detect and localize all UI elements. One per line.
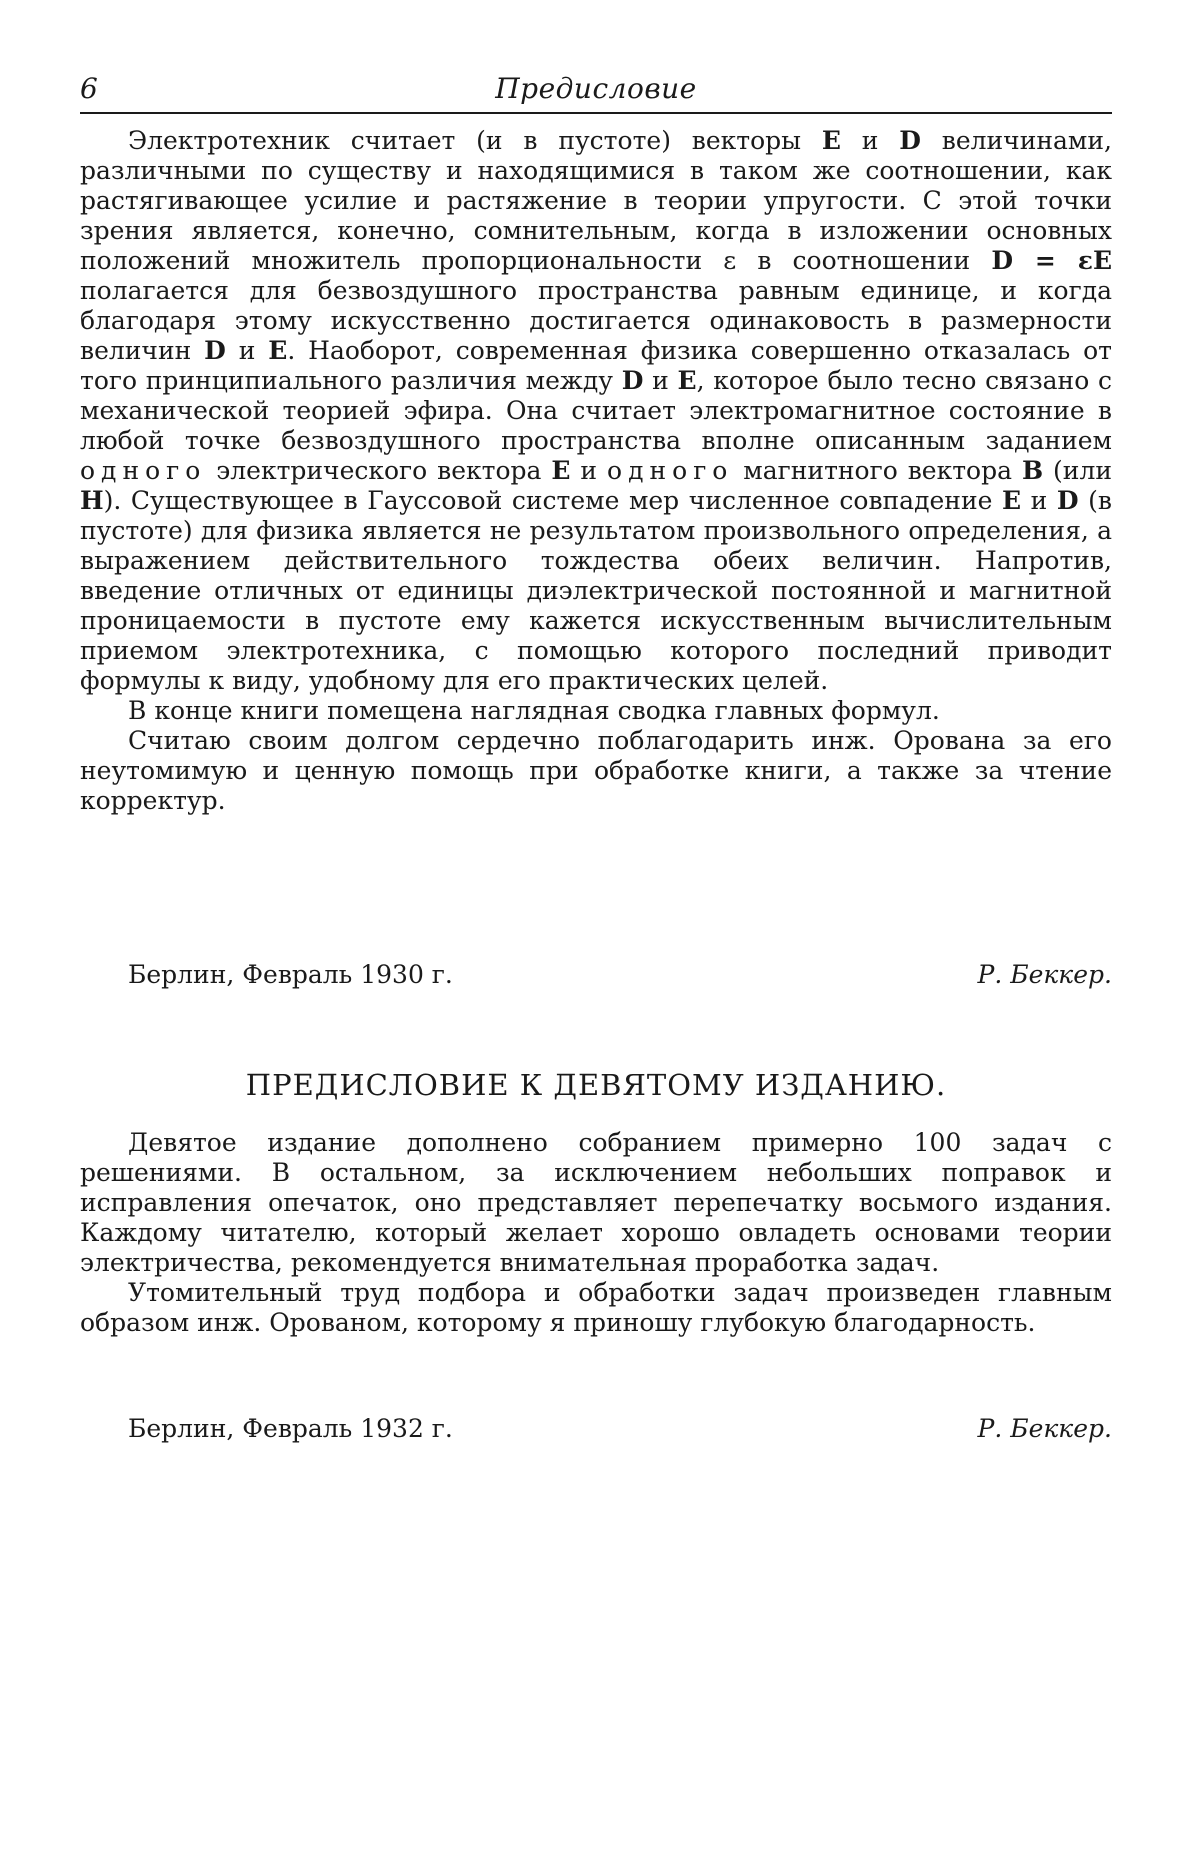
vector-symbol: D — [1056, 486, 1079, 515]
text-run: , которое было тесно связано с механической теорией эфира. Она считает электромагнитное состояние в любой точке безвоздушного пространства вполне описанным заданием — [80, 366, 1112, 455]
ninth-preface-paragraph-2: Утомительный труд подбора и обработки задач произведен главным образом инж. Орованом, которому я приношу глубокую благодарность. — [80, 1278, 1112, 1337]
text-run: магнитного вектора — [733, 456, 1022, 485]
vector-symbol: E — [1001, 486, 1022, 515]
ninth-preface-signature — [80, 1414, 1112, 1446]
vector-symbol: E — [551, 456, 571, 485]
running-title: Предисловие — [495, 72, 697, 105]
text-run: Электротехник считает (и в пустоте) векторы — [128, 126, 822, 155]
vector-symbol: B — [1021, 456, 1044, 485]
preface-signature — [80, 960, 1112, 992]
vector-symbol: D — [621, 366, 644, 395]
text-run: и — [225, 336, 269, 365]
text-run: полагается для безвоздушного пространства равным единице, и когда благодаря этому искусственно достигается одинаковость в размерности величин — [80, 276, 1112, 365]
ninth-preface-body — [80, 1128, 1112, 1338]
text-run: и — [570, 456, 608, 485]
text-run: (в пустоте) для физика является не результатом произвольного определения, а выражением действительного тождества обеих величин. Напротив, введение отличных от единицы диэлектрической постоянной и магнитной проницаемости в пустоте ему кажется искусственным вычислительным приемом электротехника, с помощью которого последний приводит формулы к виду, удобному для его практических целей. — [80, 486, 1112, 695]
page-header — [80, 72, 1112, 112]
vector-symbol: E — [268, 336, 288, 365]
preface-paragraph-2: В конце книги помещена наглядная сводка главных формул. — [128, 696, 940, 725]
formula: D = εE — [991, 246, 1112, 275]
signature-place-date: Берлин, Февраль 1930 г. — [128, 960, 453, 989]
emphasized-word: одного — [607, 456, 734, 485]
preface-body — [80, 126, 1112, 816]
vector-symbol: E — [821, 126, 841, 155]
header-rule — [80, 112, 1112, 114]
signature-author: Р. Беккер. — [977, 960, 1112, 989]
text-run: ). Существующее в Гауссовой системе мер численное совпадение — [103, 486, 1002, 515]
section-title: ПРЕДИСЛОВИЕ К ДЕВЯТОМУ ИЗДАНИЮ. — [245, 1068, 947, 1102]
preface-paragraph-1 — [80, 126, 1112, 696]
text-run: величинами, различными по существу и находящимися в таком же соотношении, как растягивающее усилие и растяжение в теории упругости. С этой точки зрения является, конечно, сомнительным, когда в изложении основных положений множитель пропорциональности ε в соотношении — [80, 126, 1112, 275]
text-run: и — [1021, 486, 1057, 515]
preface-paragraph-3: Считаю своим долгом сердечно поблагодарить инж. Орована за его неутомимую и ценную помощь при обработке книги, а также за чтение корректур. — [80, 726, 1112, 815]
vector-symbol: H — [80, 486, 104, 515]
emphasized-word: одного — [80, 456, 207, 485]
text-run: электрического вектора — [206, 456, 552, 485]
ninth-preface-paragraph-1: Девятое издание дополнено собранием примерно 100 задач с решениями. В остальном, за исключением небольших поправок и исправления опечаток, оно представляет перепечатку восьмого издания. Каждому читателю, который желает хорошо овладеть основами теории электричества, рекомендуется внимательная проработка задач. — [80, 1128, 1112, 1277]
signature-author: Р. Беккер. — [977, 1414, 1112, 1443]
page-number: 6 — [80, 72, 98, 105]
text-run: (или — [1043, 456, 1113, 485]
vector-symbol: D — [204, 336, 226, 365]
vector-symbol: D — [899, 126, 921, 155]
text-run: и — [840, 126, 900, 155]
text-run: . Наоборот, современная физика совершенно отказалась от того принципиального различия между — [80, 336, 1113, 395]
vector-symbol: E — [677, 366, 697, 395]
text-run: и — [643, 366, 678, 395]
signature-place-date: Берлин, Февраль 1932 г. — [128, 1414, 453, 1443]
